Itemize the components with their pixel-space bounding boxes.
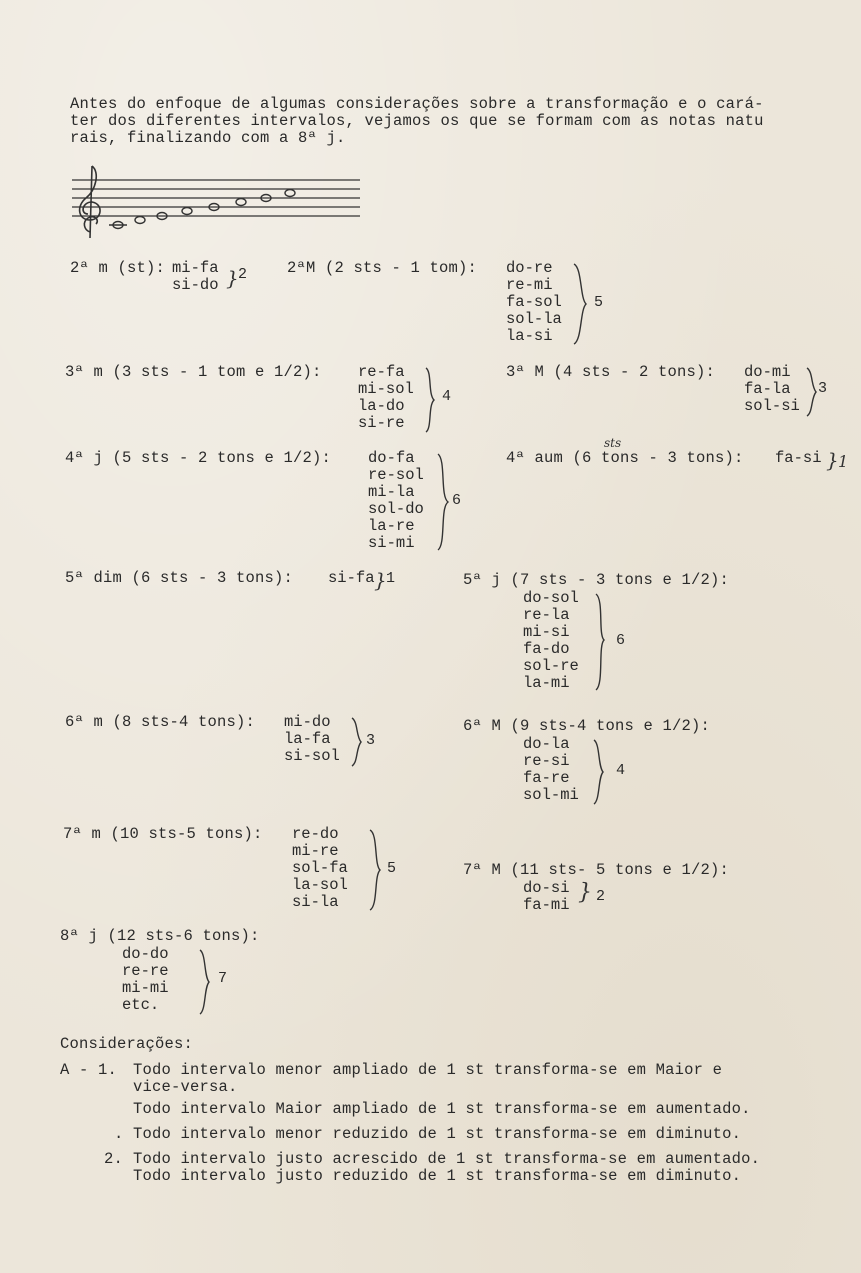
interval-m2-pairs: [172, 260, 219, 294]
pair: si-do: [172, 276, 219, 294]
interval-m7-label: 7ª m (10 sts-5 tons):: [63, 825, 263, 843]
pair: la-re: [368, 517, 415, 535]
pair: do-si: [523, 879, 570, 897]
interval-P8-count: 7: [218, 970, 228, 987]
interval-m7-count: 5: [387, 860, 397, 877]
interval-P4-count: 6: [452, 492, 462, 509]
interval-P5-count: 6: [616, 632, 626, 649]
pair: re-sol: [368, 466, 424, 484]
pair: sol-mi: [523, 786, 579, 804]
interval-M3-pairs: [744, 364, 800, 415]
interval-P4-label: 4ª j (5 sts - 2 tons e 1/2):: [65, 449, 332, 467]
interval-M3-label: 3ª M (4 sts - 2 tons):: [506, 363, 716, 381]
item-text: Todo intervalo justo reduzido de 1 st transforma-se em diminuto.: [133, 1167, 742, 1185]
pair: mi-sol: [358, 380, 414, 398]
pair: si-la: [292, 893, 339, 911]
pair: mi-fa: [172, 259, 219, 277]
pair: si-mi: [368, 534, 415, 552]
pair: mi-do: [284, 713, 331, 731]
pair: fa-si: [775, 449, 822, 467]
brace: [348, 716, 366, 768]
interval-M2-count: 5: [594, 294, 604, 311]
pair: mi-si: [523, 623, 570, 641]
pair: fa-do: [523, 640, 570, 658]
item-marker: 2.: [104, 1150, 124, 1168]
interval-P5-pairs: [523, 590, 579, 692]
pair: re-si: [523, 752, 570, 770]
interval-d5-label: 5ª dim (6 sts - 3 tons):: [65, 569, 294, 587]
pair: fa-mi: [523, 896, 570, 914]
item-text: Todo intervalo menor ampliado de 1 st transforma-se em Maior e: [133, 1061, 723, 1079]
intro-line-1: Antes do enfoque de algumas considerações sobre a transformação e o cará-: [70, 95, 764, 113]
intro-line-2: ter dos diferentes intervalos, vejamos os que se formam com as notas natu: [70, 112, 764, 130]
intro-line-3: rais, finalizando com a 8ª j.: [70, 129, 346, 147]
interval-M6-label: 6ª M (9 sts-4 tons e 1/2):: [463, 717, 711, 735]
pair: mi-re: [292, 842, 339, 860]
interval-m2-count: 2: [238, 266, 248, 283]
interval-M7-count: 2: [596, 888, 606, 905]
brace: }: [578, 880, 592, 905]
pair: do-re: [506, 259, 553, 277]
pair: mi-la: [368, 483, 415, 501]
pair: re-re: [122, 962, 169, 980]
pair: la-sol: [292, 876, 348, 894]
interval-m6-label: 6ª m (8 sts-4 tons):: [65, 713, 256, 731]
pair: sol-do: [368, 500, 424, 518]
interval-m6-count: 3: [366, 732, 376, 749]
interval-M7-pairs: [523, 880, 570, 914]
interval-d5-count: 1: [386, 570, 396, 587]
brace: [590, 592, 610, 692]
interval-M6-count: 4: [616, 762, 626, 779]
pair: do-sol: [523, 589, 579, 607]
interval-P8-pairs: [122, 946, 169, 1014]
handwritten-annotation: sts: [604, 436, 622, 450]
pair: si-re: [358, 414, 405, 432]
item-marker: A - 1.: [60, 1061, 118, 1079]
brace: [590, 738, 608, 806]
brace: [366, 828, 386, 912]
pair: si-sol: [284, 747, 340, 765]
pair: do-fa: [368, 449, 415, 467]
pair: si-fa: [328, 569, 375, 587]
interval-P8-label: 8ª j (12 sts-6 tons):: [60, 927, 260, 945]
pair: sol-si: [744, 397, 800, 415]
interval-m3-label: 3ª m (3 sts - 1 tom e 1/2):: [65, 363, 322, 381]
pair: do-mi: [744, 363, 791, 381]
interval-M6-pairs: [523, 736, 579, 804]
pair: re-fa: [358, 363, 405, 381]
interval-m6-pairs: [284, 714, 340, 765]
treble-clef-icon: [80, 166, 100, 238]
item-text: vice-versa.: [133, 1078, 238, 1096]
pair: fa-re: [523, 769, 570, 787]
brace: [432, 452, 452, 552]
interval-m3-pairs: [358, 364, 414, 432]
pair: la-si: [506, 327, 553, 345]
interval-m7-pairs: [292, 826, 348, 911]
interval-m3-count: 4: [442, 388, 452, 405]
pair: sol-la: [506, 310, 562, 328]
interval-m2-label: 2ª m (st):: [70, 259, 166, 277]
interval-A4-count: 1: [838, 452, 849, 471]
pair: la-fa: [284, 730, 331, 748]
pair: fa-la: [744, 380, 791, 398]
interval-A4-pairs: [775, 450, 822, 467]
interval-M7-label: 7ª M (11 sts- 5 tons e 1/2):: [463, 861, 730, 879]
interval-M3-count: 3: [818, 380, 828, 397]
pair: sol-fa: [292, 859, 348, 877]
brace: [196, 948, 214, 1016]
pair: sol-re: [523, 657, 579, 675]
brace: [570, 262, 590, 346]
pair: do-do: [122, 945, 169, 963]
brace: [420, 366, 440, 434]
interval-M2-pairs: [506, 260, 562, 345]
interval-d5-pairs: [328, 570, 375, 587]
pair: fa-sol: [506, 293, 562, 311]
music-staff: [60, 160, 370, 240]
pair: la-mi: [523, 674, 570, 692]
pair: re-do: [292, 825, 339, 843]
brace: }: [226, 266, 239, 290]
item-marker: .: [114, 1125, 124, 1143]
brace: }: [374, 568, 387, 592]
pair: etc.: [122, 996, 160, 1014]
item-text: Todo intervalo menor reduzido de 1 st transforma-se em diminuto.: [133, 1125, 742, 1143]
pair: re-mi: [506, 276, 553, 294]
pair: re-la: [523, 606, 570, 624]
item-text: Todo intervalo justo acrescido de 1 st transforma-se em aumentado.: [133, 1150, 761, 1168]
consideracoes-heading: Considerações:: [60, 1035, 194, 1053]
pair: do-la: [523, 735, 570, 753]
brace: }: [826, 448, 839, 472]
interval-P4-pairs: [368, 450, 424, 552]
item-text: Todo intervalo Maior ampliado de 1 st transforma-se em aumentado.: [133, 1100, 751, 1118]
interval-A4-label: 4ª aum (6 tons - 3 tons):: [506, 449, 744, 467]
pair: la-do: [358, 397, 405, 415]
interval-P5-label: 5ª j (7 sts - 3 tons e 1/2):: [463, 571, 730, 589]
pair: mi-mi: [122, 979, 169, 997]
interval-M2-label: 2ªM (2 sts - 1 tom):: [287, 259, 478, 277]
